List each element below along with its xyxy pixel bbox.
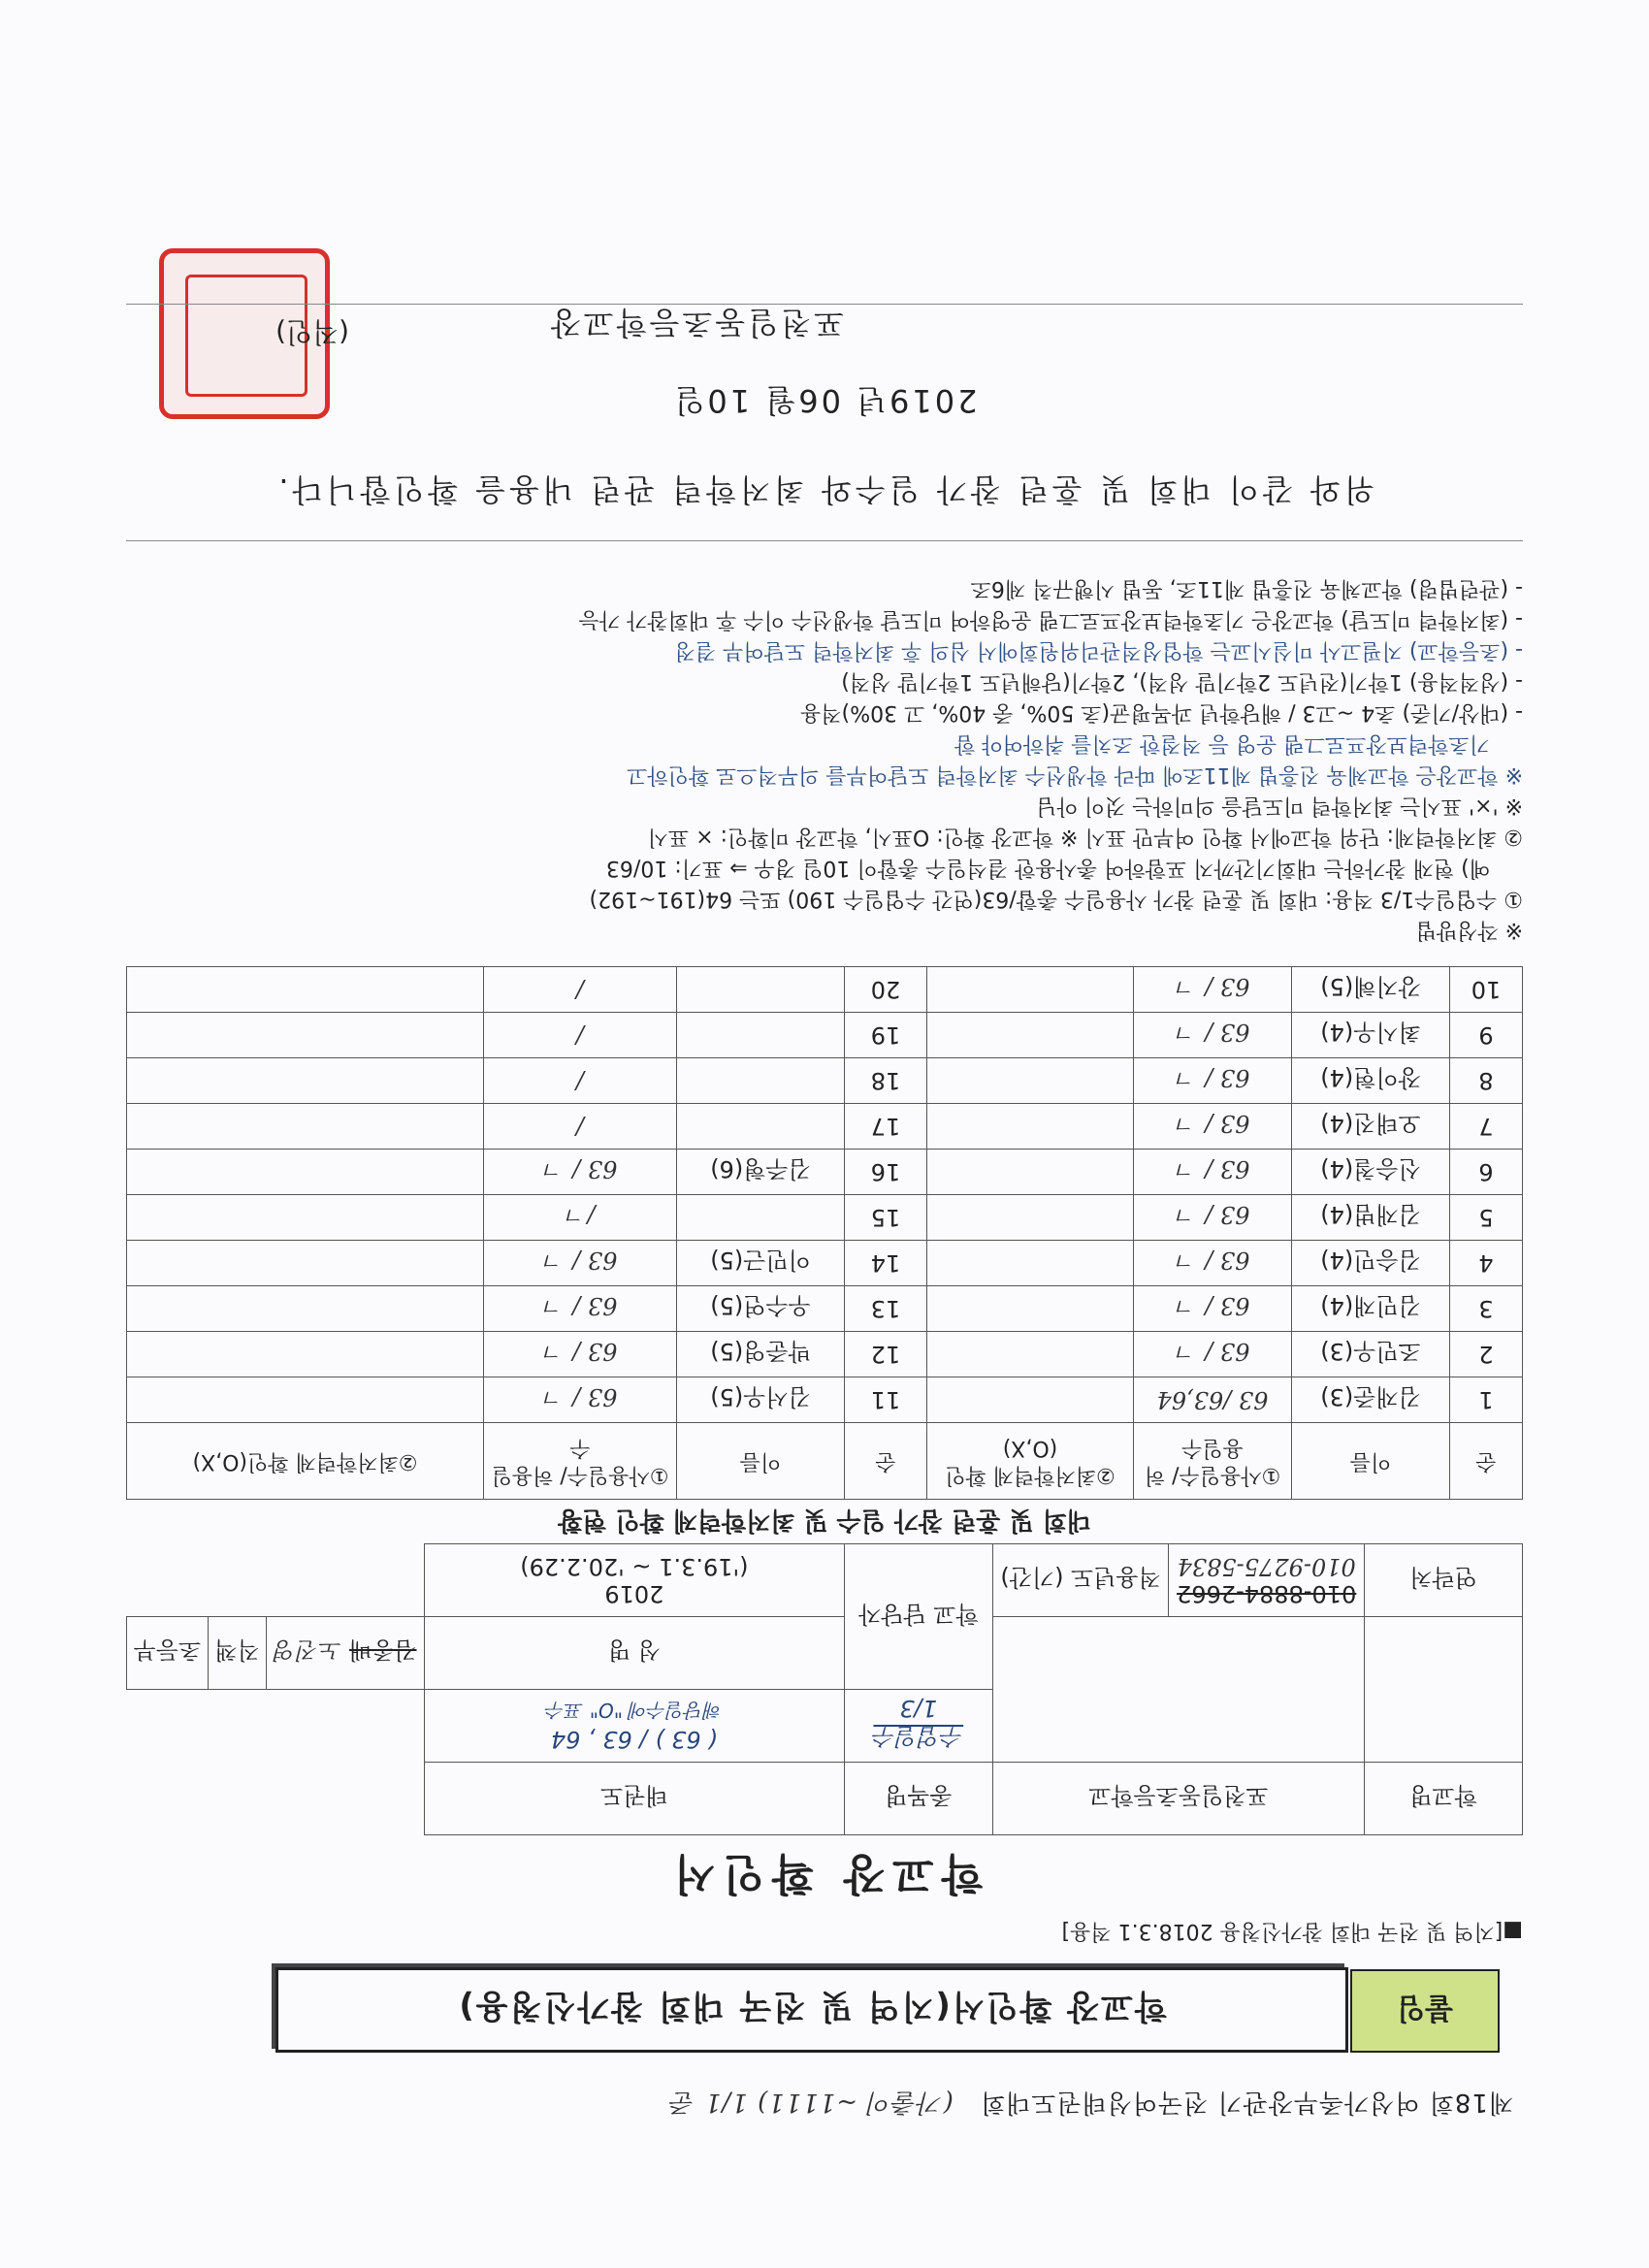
row-no: 12 xyxy=(845,1332,927,1377)
row-check xyxy=(927,1377,1134,1423)
phone-handwritten: 010-9275-5834 xyxy=(1177,1553,1356,1580)
row-days: 63 / ㄱ xyxy=(1134,1195,1292,1241)
row-no: 15 xyxy=(845,1195,927,1241)
row-days: 63 / ㄱ xyxy=(484,1332,677,1377)
table-row xyxy=(127,1377,1523,1423)
col-name-2: 이름 xyxy=(677,1423,845,1500)
event-note xyxy=(670,2087,1513,2122)
note-8: - (성적적용) 1학기(전년도 2학기말 성적), 2학기(당해년도 1학기말 성적) xyxy=(841,669,1523,694)
row-no: 19 xyxy=(845,1013,927,1058)
confirmation-text: 위와 같이 대회 및 훈련 참가 일수와 최저학력 관련 내용을 확인합니다. xyxy=(275,471,1374,508)
note-1: ① 수업일수1/3 적용: 대회 및 훈련 참가 사용일수 총합/63(연간 수업일수 190) 또는 64(191~192) xyxy=(589,887,1523,911)
col-days: ①사용일수/ 허용일수 xyxy=(1134,1423,1292,1500)
period-year: 2019 xyxy=(604,1580,664,1607)
row-no: 8 xyxy=(1450,1058,1523,1104)
row-name: 김승민(4) xyxy=(1292,1241,1450,1286)
days-value: ( 63 ) / 63 , 64 xyxy=(550,1726,718,1754)
sport-value: 태권도 xyxy=(424,1763,844,1835)
row-name: 오태진(4) xyxy=(1292,1104,1450,1150)
row-days: 63 / ㄱ xyxy=(484,1286,677,1332)
col-check-2: ②최저학력제 확인(O,X) xyxy=(127,1423,484,1500)
phone-label: 연락처 xyxy=(1365,1544,1523,1617)
note-9: - (초등학교) 지필고사 미실시교는 학업성적관리위원회에서 심의 후 최저학력 도달여부 결정 xyxy=(674,638,1523,663)
name-handwritten: 노진영 xyxy=(274,1636,342,1665)
row-no: 2 xyxy=(1450,1332,1523,1377)
period-label: 적용년도 (기간) xyxy=(992,1544,1169,1617)
phone-cell xyxy=(1169,1544,1365,1617)
name-struck: 김종배 xyxy=(348,1636,417,1665)
period-range: ('19.3.1 ~ '20.2.29) xyxy=(520,1553,749,1580)
row-days: / xyxy=(484,1013,677,1058)
row-check xyxy=(927,1195,1134,1241)
row-days: 63 / ㄱ xyxy=(1134,1104,1292,1150)
row-name xyxy=(677,1104,845,1150)
row-name: 이민근(5) xyxy=(677,1241,845,1286)
divider-bottom xyxy=(126,304,1523,305)
table-row xyxy=(127,967,1523,1013)
main-title: 학교장 확인서 xyxy=(665,1849,984,1898)
roster-section-title: 대회 및 훈련 참가 일수 및 최저학력제 확인 현황 xyxy=(558,1506,1091,1535)
form-title: 학교장 확인서(지역 및 전국 대회 참가신청용) xyxy=(275,1967,1348,2053)
note-7: - (대상/기준) 초4 ~고3 / 해당학년 과목평균(초 50%, 중 40%, 고 30%)적용 xyxy=(800,700,1523,725)
row-check xyxy=(127,967,484,1013)
days-hint: 해당일수에 "O" 표수 xyxy=(545,1699,723,1723)
row-no: 1 xyxy=(1450,1377,1523,1423)
table-row xyxy=(127,1104,1523,1150)
note-3: ② 최저학력제: 단위 학교에서 확인 여부만 표시 ※ 학교장 확인: O표시, 학교장 미확인: × 표시 xyxy=(647,825,1523,849)
row-name: 신승철(4) xyxy=(1292,1150,1450,1195)
col-days-2: ①사용일수/ 허용일수 xyxy=(484,1423,677,1500)
phone-struck: 010-8884-2662 xyxy=(1177,1580,1357,1607)
row-name xyxy=(677,967,845,1013)
row-no: 6 xyxy=(1450,1150,1523,1195)
row-name xyxy=(677,1058,845,1104)
period-cell xyxy=(424,1544,844,1617)
col-check: ②최저학력제 확인(O,X) xyxy=(927,1423,1134,1500)
row-name: 최시우(4) xyxy=(1292,1013,1450,1058)
row-name: 조민우(3) xyxy=(1292,1332,1450,1377)
reference-line: ■[지역 및 전국 대회 참가신청용 2018.3.1 적용] xyxy=(1061,1919,1523,1943)
row-no: 5 xyxy=(1450,1195,1523,1241)
table-row xyxy=(127,1058,1523,1104)
col-no: 순 xyxy=(1450,1423,1523,1500)
table-row xyxy=(127,1195,1523,1241)
row-no: 4 xyxy=(1450,1241,1523,1286)
school-blank-cell-2 xyxy=(992,1617,1364,1763)
row-days: 63 / ㄱ xyxy=(1134,967,1292,1013)
row-check xyxy=(927,1241,1134,1286)
row-no: 13 xyxy=(845,1286,927,1332)
event-name: 제18회 여성가족부장관기 전국여성태권도대회 xyxy=(980,2088,1513,2117)
handwritten-note: (가출이 ~1111) 1/1 준 xyxy=(669,2088,954,2117)
row-no: 7 xyxy=(1450,1104,1523,1150)
table-row xyxy=(127,1286,1523,1332)
row-days: 63 / ㄱ xyxy=(1134,1058,1292,1104)
row-days: 63 / ㄱ xyxy=(484,1150,677,1195)
row-check xyxy=(927,1150,1134,1195)
row-check xyxy=(927,1013,1134,1058)
row-name: 김서우(5) xyxy=(677,1377,845,1423)
roster-body xyxy=(127,967,1523,1423)
row-name: 우수연(5) xyxy=(677,1286,845,1332)
row-no: 20 xyxy=(845,967,927,1013)
row-days: / xyxy=(484,1104,677,1150)
row-name: 김재범(4) xyxy=(1292,1195,1450,1241)
row-days: /ㄱ xyxy=(484,1195,677,1241)
school-info-table xyxy=(126,1543,1523,1835)
principal-signature-line: 포천일동초등학교장 xyxy=(547,305,844,341)
position-label: 직책 xyxy=(209,1617,267,1690)
row-days: 63 / ㄱ xyxy=(1134,1013,1292,1058)
row-check xyxy=(927,1286,1134,1332)
row-no: 16 xyxy=(845,1150,927,1195)
col-no-2: 순 xyxy=(845,1423,927,1500)
row-name xyxy=(677,1195,845,1241)
row-no: 14 xyxy=(845,1241,927,1286)
table-row xyxy=(127,1332,1523,1377)
row-check xyxy=(927,967,1134,1013)
manager-label: 학교 담당자 xyxy=(844,1544,992,1690)
days-label: 수업일수 xyxy=(873,1723,964,1751)
row-name: 김민재(4) xyxy=(1292,1286,1450,1332)
seal-label: (직인) xyxy=(275,316,349,348)
col-name: 이름 xyxy=(1292,1423,1450,1500)
table-row xyxy=(127,1241,1523,1286)
name-cell xyxy=(267,1617,424,1690)
row-name: 김주형(6) xyxy=(677,1150,845,1195)
row-no: 18 xyxy=(845,1058,927,1104)
row-check xyxy=(127,1104,484,1150)
days-cell xyxy=(844,1690,992,1763)
row-check xyxy=(127,1150,484,1195)
row-check xyxy=(127,1241,484,1286)
row-name: 김재준(3) xyxy=(1292,1377,1450,1423)
row-check xyxy=(127,1195,484,1241)
days-fraction: 1/3 xyxy=(899,1695,938,1723)
row-check xyxy=(127,1286,484,1332)
row-check xyxy=(927,1332,1134,1377)
notes-heading: ※ 작성방법 xyxy=(1415,918,1523,942)
row-check xyxy=(127,1332,484,1377)
row-no: 17 xyxy=(845,1104,927,1150)
row-name: 박준영(5) xyxy=(677,1332,845,1377)
row-check xyxy=(127,1377,484,1423)
note-2: 예) 현재 참가하는 대회기간까지 포함하여 총사용한 결석일수 총합이 10일 경우 ⇒ 표기: 10/63 xyxy=(605,856,1490,880)
row-days: 63 / ㄱ xyxy=(1134,1286,1292,1332)
note-4: ※ '×' 표시는 최저학력 미도달을 의미하는 것이 아님 xyxy=(1036,794,1523,818)
row-days: 63 / ㄱ xyxy=(1134,1150,1292,1195)
annex-tag: 붙임 xyxy=(1350,1969,1500,2053)
notes-block xyxy=(116,572,1523,945)
name-label: 성 명 xyxy=(424,1617,844,1690)
sport-label: 종목명 xyxy=(844,1763,992,1835)
note-11: - (관련법령) 학교체육 진흥법 제11조, 동법 시행규칙 제6조 xyxy=(970,576,1523,600)
note-6: 기초학력보장프로그램 운영 등 적절한 조치를 취하여야 함 xyxy=(954,731,1490,756)
row-no: 3 xyxy=(1450,1286,1523,1332)
row-name xyxy=(677,1013,845,1058)
row-no: 10 xyxy=(1450,967,1523,1013)
row-days: 63 /63,64 xyxy=(1134,1377,1292,1423)
school-blank-cell xyxy=(1365,1617,1523,1763)
note-5: ※ 학교장은 학교체육 진흥법 제11조에 따라 학생선수 최저학력 도달여부를 의무적으로 확인하고 xyxy=(627,762,1523,787)
note-10: - (최저학력 미도달) 학교장은 기초학력보장프로그램 운영하여 미도달 학생선수 이수 후 대회참가 가능 xyxy=(578,607,1523,632)
divider-top xyxy=(126,540,1523,541)
row-days: 63 / ㄱ xyxy=(484,1241,677,1286)
days-value-cell xyxy=(424,1690,844,1763)
row-days: 63 / ㄱ xyxy=(484,1377,677,1423)
row-check xyxy=(127,1058,484,1104)
row-check xyxy=(127,1013,484,1058)
row-days: / xyxy=(484,1058,677,1104)
row-days: / xyxy=(484,967,677,1013)
school-label: 학교명 xyxy=(1365,1763,1523,1835)
table-row xyxy=(127,1150,1523,1195)
position-value: 초등부 xyxy=(127,1617,209,1690)
row-days: 63 / ㄱ xyxy=(1134,1241,1292,1286)
row-check xyxy=(927,1058,1134,1104)
row-check xyxy=(927,1104,1134,1150)
row-no: 11 xyxy=(845,1377,927,1423)
row-days: 63 / ㄱ xyxy=(1134,1332,1292,1377)
row-no: 9 xyxy=(1450,1013,1523,1058)
roster-table xyxy=(126,966,1523,1500)
row-name: 장이현(4) xyxy=(1292,1058,1450,1104)
row-name: 강지혜(5) xyxy=(1292,967,1450,1013)
table-row xyxy=(127,1013,1523,1058)
issue-date: 2019년 06월 10일 xyxy=(671,382,978,419)
school-name: 포천일동초등학교 xyxy=(992,1763,1364,1835)
